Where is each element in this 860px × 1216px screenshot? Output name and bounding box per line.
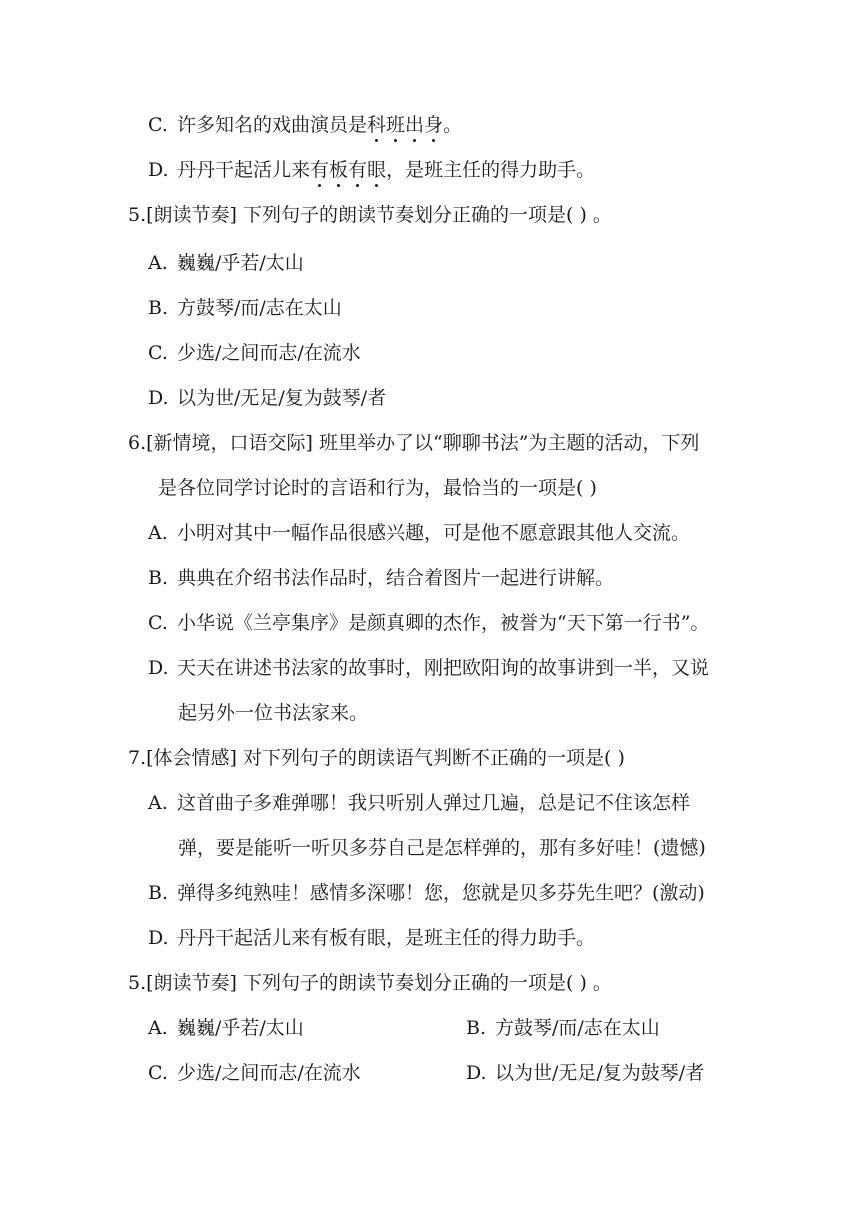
option-text-pre: 许多知名的戏曲演员是 [177,114,368,136]
emphasis-char: 出 [405,114,425,136]
option-text-pre: 丹丹干起活儿来 [177,159,311,181]
option-text-post: 。 [443,114,463,136]
emphasis-char: 有 [348,159,368,181]
option-letter: B. [148,297,169,319]
question-6 [128,430,699,456]
option-d-continuation [178,700,368,726]
option-c-line [148,112,462,138]
option-text: 典典在介绍书法作品时，结合着图片一起进行讲解。 [177,567,615,589]
grid-option-a [148,1015,304,1041]
option-letter: C. [148,1062,168,1084]
option-text: 巍巍/乎若/太山 [177,252,304,274]
question-text: 是各位同学讨论时的言语和行为，最恰当的一项是( ) [158,477,597,499]
question-5 [128,202,612,228]
option-a-continuation [178,835,706,861]
option-text: 方鼓琴/而/志在太山 [177,297,342,319]
option-text: 小明对其中一幅作品很感兴趣，可是他不愿意跟其他人交流。 [177,522,691,544]
option-letter: C. [148,612,168,634]
option-text: 天天在讲述书法家的故事时，刚把欧阳询的故事讲到一半，又说 [177,657,710,679]
option-d [148,385,386,411]
question-number: 5. [128,972,147,994]
option-b [148,295,342,321]
option-letter: B. [466,1017,487,1039]
emphasis-char: 有 [310,159,330,181]
option-text: 以为世/无足/复为鼓琴/者 [495,1062,705,1084]
question-number: 7. [128,747,147,769]
question-number: 5. [128,204,147,226]
emphasis-char: 身 [424,114,444,136]
option-text: 巍巍/乎若/太山 [177,1017,304,1039]
question-7 [128,745,625,771]
option-a [148,250,304,276]
option-letter: C. [148,114,168,136]
option-text-post: ，是班主任的得力助手。 [386,159,596,181]
option-letter: B. [148,882,169,904]
option-text: 丹丹干起活儿来有板有眼，是班主任的得力助手。 [177,927,596,949]
grid-option-c [148,1060,361,1086]
emphasis-char: 科 [367,114,387,136]
option-letter: D. [148,159,169,181]
question-text: [体会情感] 对下列句子的朗读语气判断不正确的一项是( ) [146,747,625,769]
option-letter: A. [148,1017,168,1039]
option-letter: B. [148,567,169,589]
option-c [148,610,709,636]
option-a [148,520,690,546]
question-text: [新情境，口语交际] 班里举办了以“聊聊书法”为主题的活动，下列 [146,432,700,454]
option-text: 这首曲子多难弹哪！我只听别人弹过几遍，总是记不住该怎样 [177,792,691,814]
dotted-phrase [310,159,386,181]
option-letter: A. [148,522,168,544]
option-d [148,925,595,951]
grid-option-d [466,1060,704,1086]
option-letter: C. [148,342,168,364]
option-text: 弹，要是能听一听贝多芬自己是怎样弹的，那有多好哇！(遗憾) [178,837,706,859]
option-d-line [148,157,595,183]
grid-option-b [466,1015,660,1041]
question-6-continuation [158,475,597,501]
option-c [148,340,361,366]
option-b [148,565,614,591]
question-text: [朗读节奏] 下列句子的朗读节奏划分正确的一项是( ) 。 [146,972,612,994]
option-text: 弹得多纯熟哇！感情多深哪！您，您就是贝多芬先生吧？(激动) [177,882,705,904]
option-letter: D. [148,927,169,949]
option-text: 方鼓琴/而/志在太山 [495,1017,660,1039]
option-text: 少选/之间而志/在流水 [177,1062,361,1084]
question-number: 6. [128,432,147,454]
emphasis-char: 眼 [367,159,387,181]
dotted-phrase [367,114,443,136]
option-text: 少选/之间而志/在流水 [177,342,361,364]
question-5-repeat [128,970,612,996]
option-letter: A. [148,252,168,274]
option-text: 以为世/无足/复为鼓琴/者 [177,387,387,409]
option-letter: A. [148,792,168,814]
option-b [148,880,705,906]
question-text: [朗读节奏] 下列句子的朗读节奏划分正确的一项是( ) 。 [146,204,612,226]
option-a [148,790,690,816]
option-text: 起另外一位书法家来。 [178,702,369,724]
emphasis-char: 班 [386,114,406,136]
option-d [148,655,709,681]
emphasis-char: 板 [329,159,349,181]
option-letter: D. [466,1062,487,1084]
option-letter: D. [148,657,169,679]
option-text: 小华说《兰亭集序》是颜真卿的杰作，被誉为“天下第一行书”。 [177,612,710,634]
option-letter: D. [148,387,169,409]
